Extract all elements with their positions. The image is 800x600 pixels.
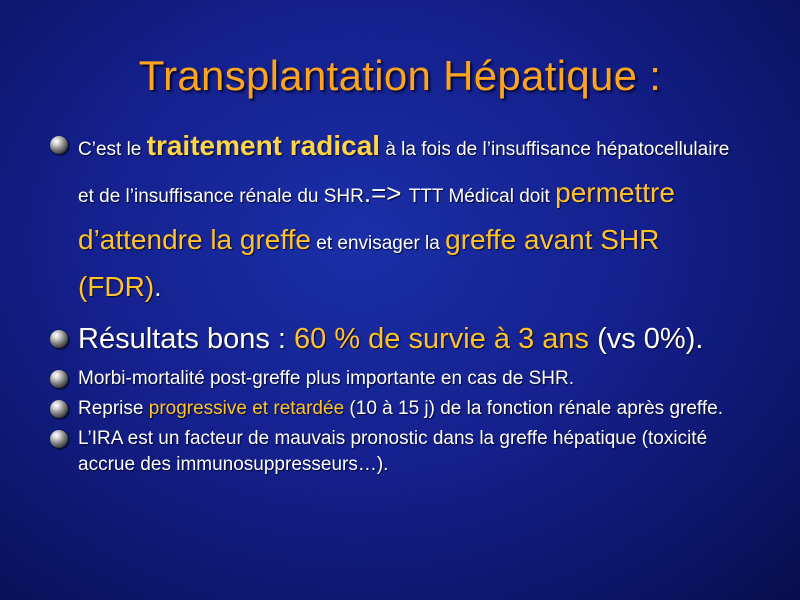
bullet-reprise [50, 396, 750, 422]
bullet-text: à la fois de l’insuffisance hépatocellulaire et de l’insuffisance rénale du SHR [78, 139, 730, 207]
bullet-orb-icon [50, 430, 68, 448]
bullet-arrow-text: .=> [363, 178, 409, 208]
bullet-text: L’IRA est un facteur de mauvais pronostic dans la greffe hépatique (toxicité accrue des immunosuppresseurs…). [78, 428, 708, 475]
bullet-orb-icon [50, 400, 68, 418]
highlight-survie: 60 % de survie à 3 ans [294, 323, 590, 355]
bullet-list [50, 128, 750, 478]
bullet-text: Reprise [78, 398, 149, 419]
slide-title: Transplantation Hépatique : [138, 52, 662, 99]
bullet-orb-icon [50, 136, 68, 154]
highlight-greffe-avant-shr: greffe avant SHR (FDR) [78, 224, 660, 302]
bullet-text: Résultats bons : [78, 323, 294, 355]
bullet-text: et envisager la [310, 233, 446, 254]
highlight-attendre-greffe: permettre d’attendre la greffe [78, 177, 675, 255]
bullet-text: . [154, 272, 162, 302]
bullet-text: TTT Médical doit [408, 186, 556, 207]
bullet-morbi-mortalite [50, 366, 750, 392]
bullet-text: (10 à 15 j) de la fonction rénale après greffe. [344, 398, 723, 419]
bullet-traitement-radical [50, 124, 750, 312]
bullet-resultats [50, 318, 750, 360]
highlight-traitement-radical: traitement radical [146, 130, 381, 161]
bullet-text: (vs 0%). [589, 323, 704, 355]
bullet-ira [50, 426, 750, 478]
bullet-orb-icon [50, 370, 68, 388]
bullet-orb-icon [50, 330, 68, 348]
bullet-text: Morbi-mortalité post-greffe plus importante en cas de SHR. [78, 368, 574, 389]
highlight-progressive: progressive et retardée [148, 398, 345, 419]
bullet-text: C’est le [78, 139, 147, 160]
